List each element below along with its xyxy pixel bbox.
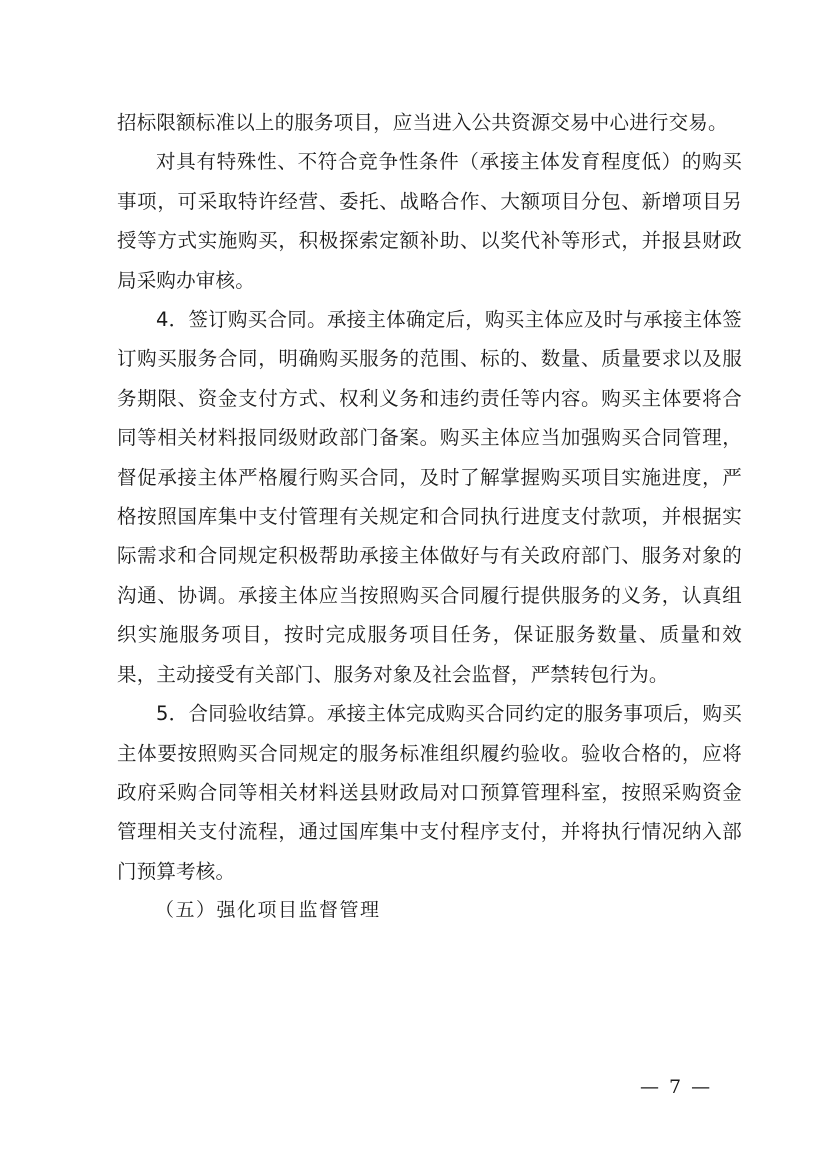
- section-heading: （五）强化项目监督管理: [155, 899, 381, 922]
- page-number: — 7 —: [640, 1076, 713, 1098]
- document-body: [117, 103, 742, 931]
- paragraph-contract-acceptance: 5．合同验收结算。承接主体完成购买合同约定的服务事项后，购买主体要按照购买合同规定的服务标准组织履约验收。验收合格的，应将政府采购合同等相关材料送县财政局对口预算管理科室，按照采购资金管理相关支付流程，通过国库集中支付程序支付，并将执行情况纳入部门预算考核。: [117, 702, 742, 883]
- paragraph-special-purchase: 对具有特殊性、不符合竞争性条件（承接主体发育程度低）的购买事项，可采取特许经营、委托、战略合作、大额项目分包、新增项目另授等方式实施购买，积极探索定额补助、以奖代补等形式，并报县财政局采购办审核。: [117, 150, 742, 292]
- paragraph-continuation: 招标限额标准以上的服务项目，应当进入公共资源交易中心进行交易。: [117, 111, 728, 134]
- paragraph-sign-contract: 4．签订购买合同。承接主体确定后，购买主体应及时与承接主体签订购买服务合同，明确购买服务的范围、标的、数量、质量要求以及服务期限、资金支付方式、权利义务和违约责任等内容。购买主体要将合同等相关材料报同级财政部门备案。购买主体应当加强购买合同管理，督促承接主体严格履行购买合同，及时了解掌握购买项目实施进度，严格按照国库集中支付管理有关规定和合同执行进度支付款项，并根据实际需求和合同规定积极帮助承接主体做好与有关政府部门、服务对象的沟通、协调。承接主体应当按照购买合同履行提供服务的义务，认真组织实施服务项目，按时完成服务项目任务，保证服务数量、质量和效果，主动接受有关部门、服务对象及社会监督，严禁转包行为。: [117, 308, 742, 686]
